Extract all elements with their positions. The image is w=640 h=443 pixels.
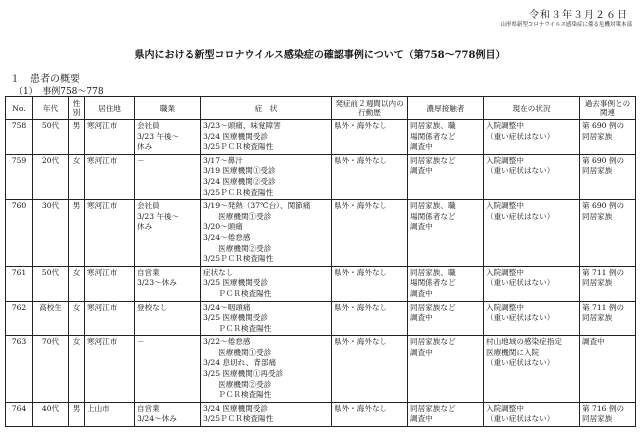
related-case-line: 調査中 [582, 337, 605, 347]
column-header: 症 状 [201, 97, 332, 120]
occupation-line: 3/23～休み [137, 278, 177, 288]
subsection-heading: （1） 事例758～778 [14, 87, 104, 97]
document-title: 県内における新型コロナウイルス感染症の確認事例について（第758～778例目） [134, 50, 506, 61]
residence-cell: 上山市 [85, 402, 135, 426]
symptoms-line: 3/24 医療機関②受診 [203, 176, 276, 186]
residence-cell: 寒河江市 [85, 200, 135, 267]
symptoms-line: 3/19 医療機関①受診 [203, 166, 276, 176]
symptoms-cell [201, 301, 332, 336]
related-case-cell [580, 301, 636, 336]
symptoms-line: 3/22～倦怠感 [203, 337, 251, 347]
symptoms-line: 3/20～頭痛 [203, 222, 243, 232]
table-row [6, 154, 636, 199]
current-status-line: 入院調整中 [486, 155, 524, 165]
current-status-line: 医療機関に入院 [486, 347, 540, 357]
close-contacts-line: 調査中 [410, 142, 433, 152]
sex-cell: 女 [69, 301, 85, 336]
symptoms-line: ＰＣＲ検査陽性 [203, 323, 272, 333]
table-row [6, 402, 636, 426]
related-case-line: 同居家族 [582, 131, 613, 141]
close-contacts-cell [408, 266, 484, 301]
occupation-cell [135, 336, 201, 403]
close-contacts-line: 場関係者など [410, 211, 456, 221]
current-status-cell [484, 336, 580, 403]
symptoms-line: 3/25 医療機関受診 [203, 313, 269, 323]
symptoms-line: 3/24 医療機関受診 [203, 403, 269, 413]
symptoms-cell [201, 200, 332, 267]
related-case-line: 第 690 例の [582, 121, 625, 130]
current-status-line: （重い症状はない） [486, 166, 555, 176]
issuing-organization: 山形県新型コロナウイルス感染症に係る危機対策本部 [500, 22, 632, 28]
symptoms-line: 医療機関①受診 [203, 347, 272, 357]
close-contacts-line: 調査中 [410, 414, 433, 424]
section-heading: １ 患者の概要 [10, 74, 80, 85]
symptoms-line: 医療機関①受診 [203, 211, 272, 221]
table-row [6, 200, 636, 267]
current-status-line: （重い症状はない） [486, 414, 555, 424]
case-table-body [6, 120, 636, 427]
occupation-line: 自営業 [137, 267, 160, 277]
table-row [6, 301, 636, 336]
age-group-cell: 70代 [33, 336, 69, 403]
symptoms-cell [201, 266, 332, 301]
case-number-cell: 759 [6, 154, 33, 199]
age-group-cell: 50代 [33, 120, 69, 155]
age-group-cell: 高校生 [33, 301, 69, 336]
related-case-cell [580, 336, 636, 403]
close-contacts-cell [408, 402, 484, 426]
related-case-line: 同居家族 [582, 166, 613, 176]
travel-history-cell: 県外・海外なし [332, 301, 408, 336]
symptoms-line: ＰＣＲ検査陽性 [203, 390, 272, 400]
close-contacts-line: 場関係者など [410, 278, 456, 288]
table-row [6, 336, 636, 403]
symptoms-line: ＰＣＲ検査陽性 [203, 288, 272, 298]
table-row [6, 120, 636, 155]
current-status-line: （重い症状はない） [486, 358, 555, 368]
column-header: 職業 [135, 97, 201, 120]
close-contacts-line: 同居家族、職 [410, 267, 456, 277]
travel-history-cell: 県外・海外なし [332, 402, 408, 426]
related-case-line: 第 690 例の [582, 201, 625, 211]
occupation-line: － [137, 155, 145, 165]
related-case-line: 第 711 例の [582, 267, 625, 277]
symptoms-line: 3/17～鼻汁 [203, 155, 243, 165]
close-contacts-line: 調査中 [410, 313, 433, 323]
occupation-line: 自営業 [137, 403, 160, 413]
close-contacts-line: 調査中 [410, 222, 433, 232]
related-case-line: 第 716 例の [582, 403, 625, 413]
current-status-cell [484, 402, 580, 426]
column-header: 現在の状況 [484, 97, 580, 120]
related-case-cell [580, 154, 636, 199]
case-table [5, 96, 636, 427]
sex-cell: 男 [69, 402, 85, 426]
related-case-cell [580, 266, 636, 301]
occupation-line: 3/23 午後～ [137, 211, 180, 221]
column-header: 発症前２週間以内の行動歴 [332, 97, 408, 120]
symptoms-line: 3/24～倦怠感 [203, 232, 251, 242]
current-status-cell [484, 120, 580, 155]
sex-cell: 女 [69, 266, 85, 301]
occupation-line: 3/23 午後～ [137, 131, 180, 141]
symptoms-cell [201, 120, 332, 155]
occupation-line: 休み [137, 222, 153, 232]
column-header: 性別 [69, 97, 85, 120]
close-contacts-line: 同居家族など [410, 337, 456, 347]
close-contacts-cell [408, 301, 484, 336]
residence-cell: 寒河江市 [85, 266, 135, 301]
symptoms-line: 3/25 医療機関①再受診 [203, 369, 284, 379]
symptoms-line: 医療機関②受診 [203, 243, 272, 253]
close-contacts-cell [408, 120, 484, 155]
case-number-cell: 758 [6, 120, 33, 155]
age-group-cell: 20代 [33, 154, 69, 199]
symptoms-line: 3/24 医療機関受診 [203, 131, 269, 141]
current-status-line: 入院調整中 [486, 403, 524, 413]
symptoms-cell [201, 402, 332, 426]
table-row [6, 266, 636, 301]
current-status-line: 入院調整中 [486, 302, 524, 312]
occupation-cell [135, 266, 201, 301]
occupation-line: 登校なし [137, 302, 168, 312]
close-contacts-line: 同居家族など [410, 155, 456, 165]
related-case-line: 同居家族 [582, 313, 613, 323]
occupation-cell [135, 402, 201, 426]
occupation-line: － [137, 337, 145, 347]
travel-history-cell: 県外・海外なし [332, 266, 408, 301]
symptoms-line: 3/25 医療機関受診 [203, 278, 269, 288]
symptoms-line: 3/25ＰＣＲ検査陽性 [203, 142, 274, 152]
case-number-cell: 760 [6, 200, 33, 267]
current-status-line: 入院調整中 [486, 201, 524, 211]
occupation-cell [135, 200, 201, 267]
residence-cell: 寒河江市 [85, 154, 135, 199]
occupation-cell [135, 154, 201, 199]
age-group-cell: 50代 [33, 266, 69, 301]
case-number-cell: 763 [6, 336, 33, 403]
sex-cell: 男 [69, 120, 85, 155]
close-contacts-line: 同居家族、職 [410, 121, 456, 130]
table-header-row [6, 97, 636, 120]
symptoms-line: 症状なし [203, 267, 234, 277]
column-header: 過去事例との関連 [580, 97, 636, 120]
report-date: 令和３年３月２６日 [529, 10, 628, 21]
occupation-line: 会社員 [137, 201, 160, 211]
related-case-line: 第 690 例の [582, 155, 625, 165]
residence-cell: 寒河江市 [85, 301, 135, 336]
age-group-cell: 40代 [33, 402, 69, 426]
current-status-line: 村山地域の感染症指定 [486, 337, 562, 347]
close-contacts-cell [408, 200, 484, 267]
column-header: No. [6, 97, 33, 120]
related-case-cell [580, 120, 636, 155]
symptoms-line: 3/25ＰＣＲ検査陽性 [203, 187, 274, 197]
symptoms-line: 3/25ＰＣＲ検査陽性 [203, 414, 274, 424]
related-case-line: 同居家族 [582, 211, 613, 221]
symptoms-cell [201, 154, 332, 199]
current-status-line: （重い症状はない） [486, 131, 555, 141]
current-status-cell [484, 200, 580, 267]
case-number-cell: 764 [6, 402, 33, 426]
column-header: 濃厚接触者 [408, 97, 484, 120]
close-contacts-line: 調査中 [410, 288, 433, 298]
case-number-cell: 762 [6, 301, 33, 336]
occupation-line: 会社員 [137, 121, 160, 130]
current-status-cell [484, 301, 580, 336]
travel-history-cell: 県外・海外なし [332, 200, 408, 267]
current-status-cell [484, 154, 580, 199]
related-case-line: 同居家族 [582, 278, 613, 288]
close-contacts-line: 同居家族など [410, 403, 456, 413]
travel-history-cell: 県外・海外なし [332, 336, 408, 403]
symptoms-line: 医療機関②受診 [203, 379, 272, 389]
case-number-cell: 761 [6, 266, 33, 301]
current-status-line: 入院調整中 [486, 121, 524, 130]
sex-cell: 男 [69, 200, 85, 267]
close-contacts-line: 同居家族、職 [410, 201, 456, 211]
symptoms-line: 3/23～頭痛、味覚障害 [203, 121, 281, 130]
travel-history-cell: 県外・海外なし [332, 120, 408, 155]
close-contacts-line: 場関係者など [410, 131, 456, 141]
close-contacts-line: 調査中 [410, 347, 433, 357]
column-header: 居住地 [85, 97, 135, 120]
sex-cell: 女 [69, 336, 85, 403]
occupation-cell [135, 120, 201, 155]
close-contacts-line: 調査中 [410, 166, 433, 176]
sex-cell: 女 [69, 154, 85, 199]
age-group-cell: 30代 [33, 200, 69, 267]
current-status-line: 入院調整中 [486, 267, 524, 277]
current-status-line: （重い症状はない） [486, 211, 555, 221]
occupation-line: 3/24～休み [137, 414, 177, 424]
related-case-cell [580, 402, 636, 426]
column-header: 年代 [33, 97, 69, 120]
related-case-cell [580, 200, 636, 267]
close-contacts-cell [408, 336, 484, 403]
current-status-line: （重い症状はない） [486, 313, 555, 323]
symptoms-line: 3/24～咽頭痛 [203, 302, 251, 312]
close-contacts-cell [408, 154, 484, 199]
related-case-line: 同居家族 [582, 414, 613, 424]
residence-cell: 寒河江市 [85, 120, 135, 155]
symptoms-line: 3/25ＰＣＲ検査陽性 [203, 254, 274, 264]
current-status-cell [484, 266, 580, 301]
travel-history-cell: 県外・海外なし [332, 154, 408, 199]
occupation-cell [135, 301, 201, 336]
current-status-line: （重い症状はない） [486, 278, 555, 288]
symptoms-cell [201, 336, 332, 403]
residence-cell: 寒河江市 [85, 336, 135, 403]
close-contacts-line: 同居家族など [410, 302, 456, 312]
related-case-line: 第 711 例の [582, 302, 625, 312]
occupation-line: 休み [137, 142, 153, 152]
symptoms-line: 3/19～発熱（37℃台）、関節痛 [203, 201, 311, 211]
symptoms-line: 3/24 息切れ、背部痛 [203, 358, 277, 368]
